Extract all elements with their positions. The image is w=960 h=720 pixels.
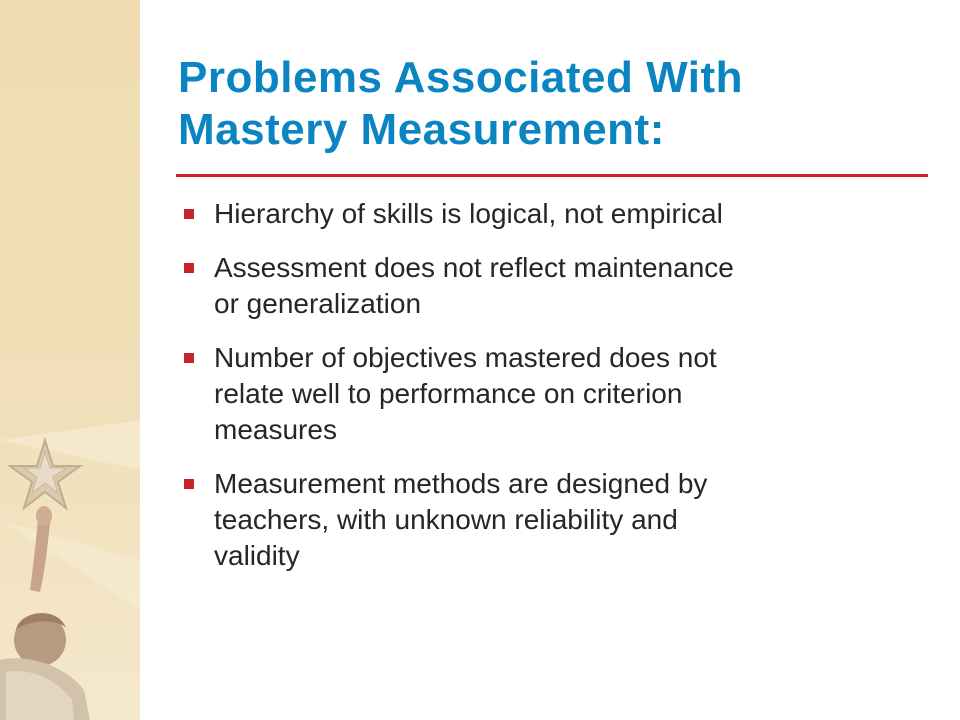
bullet-text-line: validity [214,540,300,571]
square-bullet-icon [184,353,194,363]
slide-title-line-1: Problems Associated With [178,53,743,102]
bullet-text-line: Number of objectives mastered does not [214,342,717,373]
bullet-text-line: Hierarchy of skills is logical, not empirical [214,198,723,229]
bullet-text-line: or generalization [214,288,422,319]
square-bullet-icon [184,479,194,489]
square-bullet-icon [184,263,194,273]
bullet-text-line: Measurement methods are designed by [214,468,708,499]
star-and-child-icon [0,0,140,720]
bullet-item-objectives [178,340,918,448]
bullet-list [178,196,918,592]
square-bullet-icon [184,209,194,219]
slide-title [178,52,938,156]
bullet-text-line: measures [214,414,337,445]
bullet-text-line: Assessment does not reflect maintenance [214,252,734,283]
bullet-item-assessment [178,250,918,322]
bullet-text-line: teachers, with unknown reliability and [214,504,678,535]
title-divider [176,174,928,177]
bullet-item-methods [178,466,918,574]
slide-title-line-2: Mastery Measurement: [178,105,665,154]
decorative-sidebar [0,0,140,720]
bullet-text-line: relate well to performance on criterion [214,378,683,409]
bullet-item-hierarchy [178,196,918,232]
